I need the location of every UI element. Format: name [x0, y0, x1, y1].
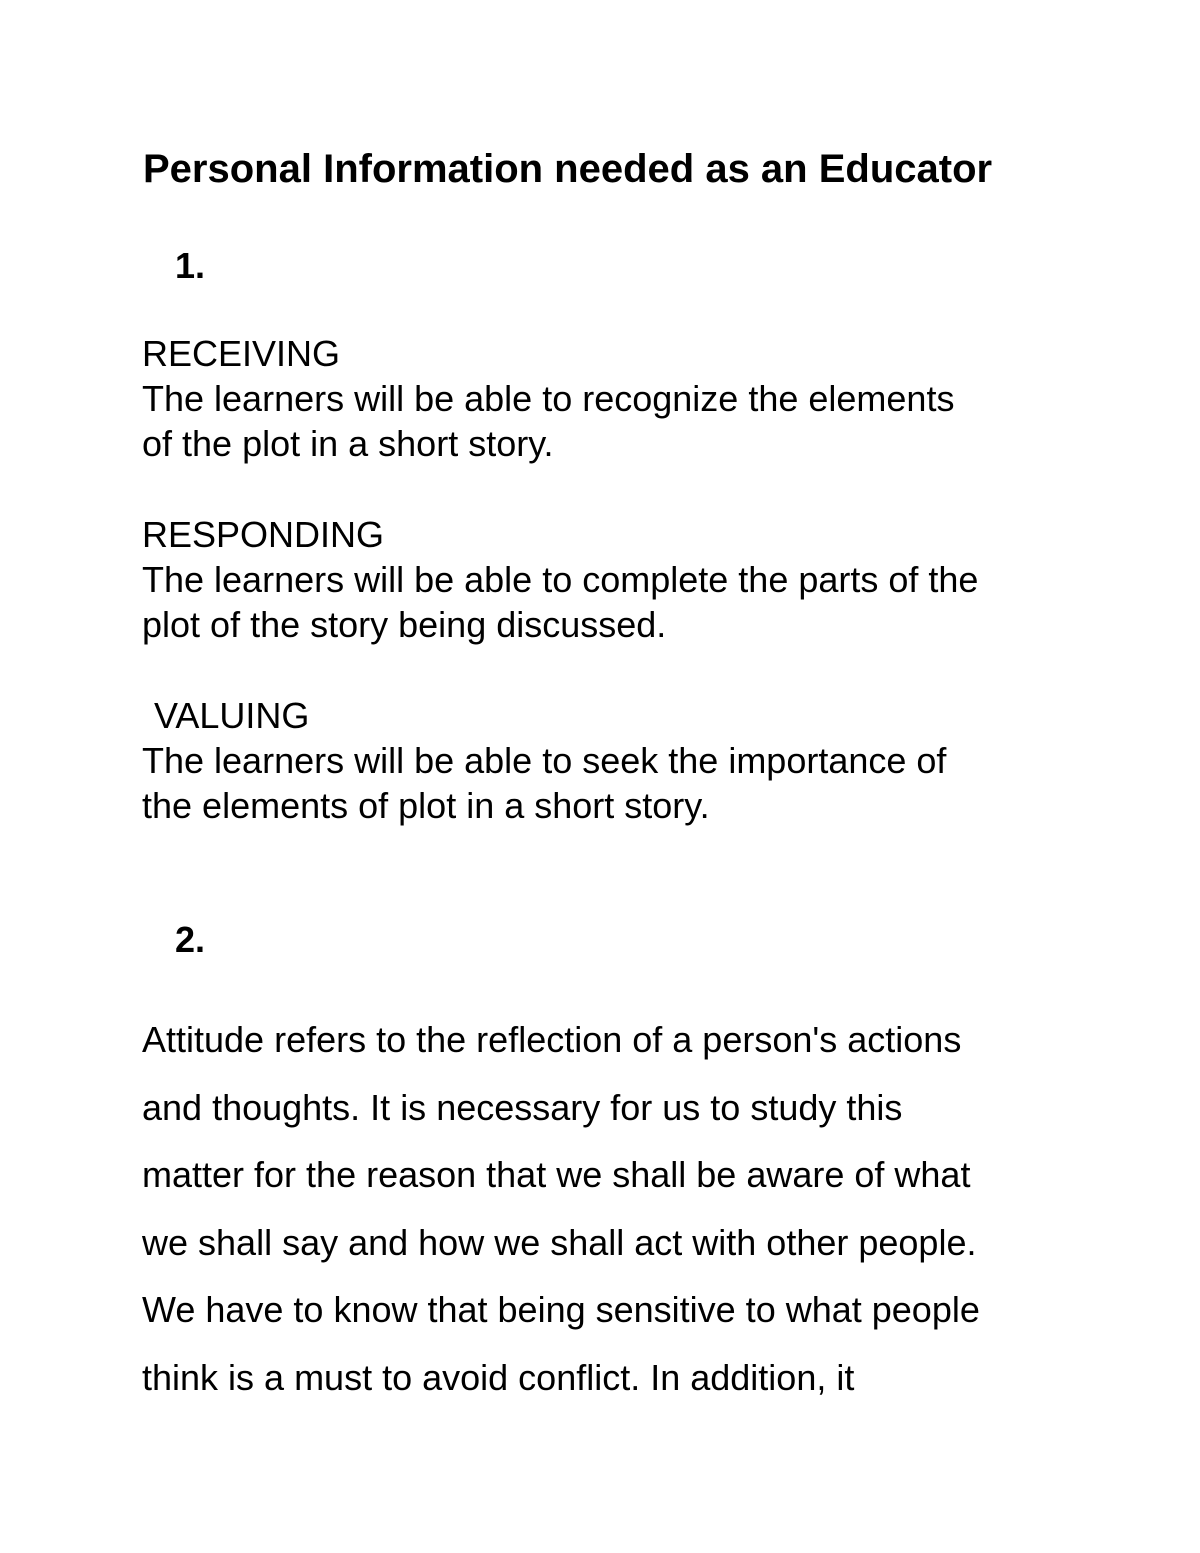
item-number-2: 2.	[175, 919, 206, 960]
objective-text-line: plot of the story being discussed.	[142, 604, 667, 645]
objective-text-line: the elements of plot in a short story.	[142, 785, 710, 826]
paragraph-line: Attitude refers to the reflection of a person's actions	[142, 1019, 962, 1060]
paragraph-line: and thoughts. It is necessary for us to study this	[142, 1086, 903, 1128]
objective-text-line: of the plot in a short story.	[142, 423, 554, 464]
paragraph-line: we shall say and how we shall act with other people.	[142, 1221, 977, 1263]
paragraph-line: We have to know that being sensitive to what people	[142, 1289, 980, 1331]
attitude-paragraph	[142, 1006, 980, 1412]
objective-text-line: The learners will be able to seek the importance of	[142, 740, 947, 781]
objective-valuing	[142, 693, 1102, 828]
page-title: Personal Information needed as an Educator	[143, 147, 993, 191]
objective-receiving	[142, 331, 1102, 466]
objective-text-line: The learners will be able to recognize the elements	[142, 378, 955, 419]
objective-heading: VALUING	[154, 695, 310, 736]
objective-text-line: The learners will be able to complete the parts of the	[142, 559, 979, 600]
objective-heading: RESPONDING	[142, 514, 385, 555]
item-number-1: 1.	[175, 245, 206, 286]
paragraph-line: matter for the reason that we shall be aware of what	[142, 1154, 971, 1196]
paragraph-line: think is a must to avoid conflict. In addition, it	[142, 1356, 855, 1398]
objective-heading: RECEIVING	[142, 333, 341, 374]
objective-responding	[142, 512, 1102, 647]
